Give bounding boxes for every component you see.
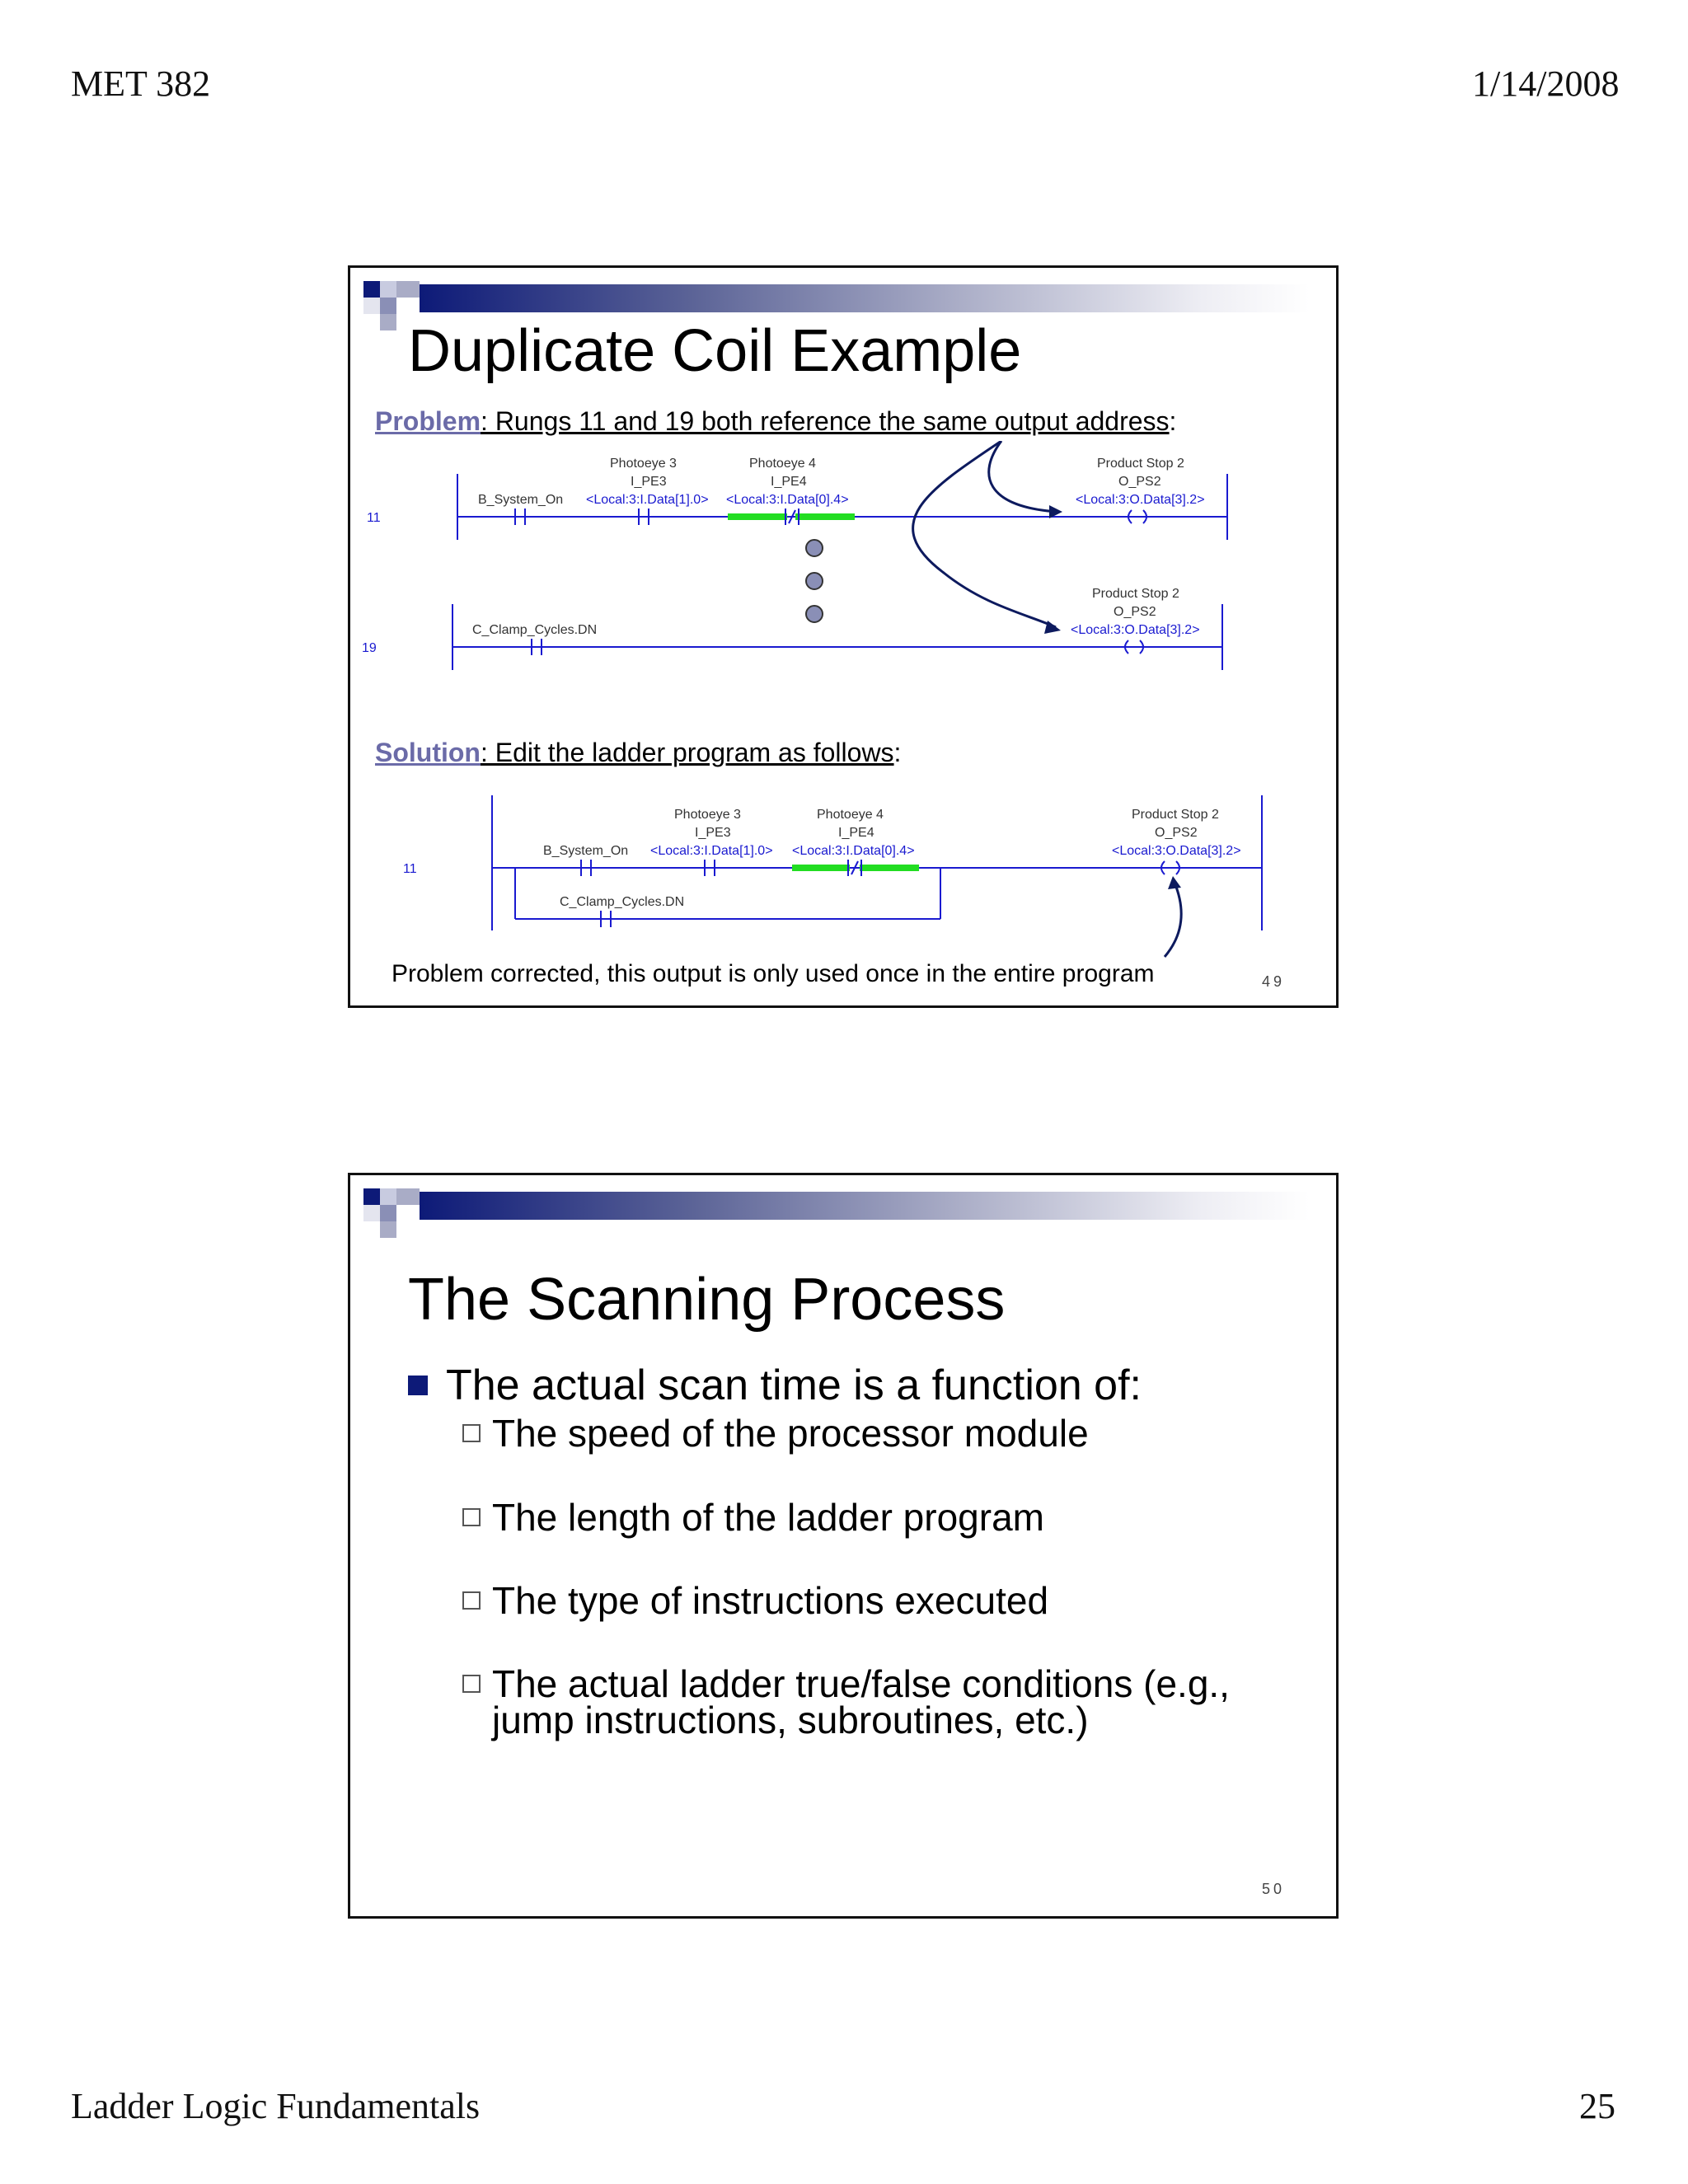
rung-11-number-corrected: 11 bbox=[403, 862, 417, 876]
ellipsis-dot-3 bbox=[806, 606, 823, 622]
square-bullet-icon bbox=[408, 1376, 428, 1395]
rung-11-number: 11 bbox=[367, 511, 381, 525]
slide-caption: Problem corrected, this output is only used once in the entire program bbox=[392, 960, 1155, 987]
course-code: MET 382 bbox=[71, 63, 211, 104]
ps2-name-corrected: Product Stop 2 bbox=[1132, 808, 1219, 822]
energized-highlight-left-corrected bbox=[792, 865, 850, 871]
ps2-address-rung11: <Local:3:O.Data[3].2> bbox=[1076, 493, 1205, 507]
photoeye3-name-corrected: Photoeye 3 bbox=[674, 808, 741, 822]
photoeye3-name: Photoeye 3 bbox=[610, 457, 677, 471]
sub-bullet-text-continued: jump instructions, subroutines, etc.) bbox=[492, 1699, 1089, 1741]
document-title: Ladder Logic Fundamentals bbox=[71, 2086, 481, 2126]
checkbox-bullet-icon bbox=[462, 1508, 481, 1526]
solution-text: : Edit the ladder program as follows bbox=[480, 738, 894, 767]
ps2-tag-rung19: O_PS2 bbox=[1114, 605, 1156, 619]
slide-49 bbox=[348, 265, 1339, 1008]
callout-arrow-corrected bbox=[1165, 883, 1181, 957]
title-gradient-band bbox=[420, 284, 1310, 312]
checkbox-bullet-icon bbox=[462, 1675, 481, 1693]
ps2-address-rung19: <Local:3:O.Data[3].2> bbox=[1071, 623, 1200, 637]
photoeye3-tag-corrected: I_PE3 bbox=[695, 826, 731, 840]
checkbox-bullet-icon bbox=[462, 1591, 481, 1610]
problem-label: Problem bbox=[375, 406, 481, 436]
photoeye4-name: Photoeye 4 bbox=[749, 457, 816, 471]
problem-statement: Problem: Rungs 11 and 19 both reference the same output address: bbox=[375, 406, 1177, 436]
slide-title: Duplicate Coil Example bbox=[408, 318, 1022, 384]
solution-ladder-diagram bbox=[350, 795, 1336, 968]
sub-bullet-text: The speed of the processor module bbox=[492, 1412, 1089, 1455]
ps2-name-rung11: Product Stop 2 bbox=[1097, 457, 1184, 471]
slide-title: The Scanning Process bbox=[408, 1267, 1006, 1333]
ps2-address-corrected: <Local:3:O.Data[3].2> bbox=[1112, 844, 1241, 858]
photoeye3-tag: I_PE3 bbox=[631, 475, 667, 489]
photoeye4-tag-corrected: I_PE4 bbox=[838, 826, 874, 840]
energized-highlight-left bbox=[728, 513, 787, 520]
solution-statement: Solution: Edit the ladder program as follows: bbox=[375, 738, 902, 767]
photoeye4-address-corrected: <Local:3:I.Data[0].4> bbox=[792, 844, 915, 858]
ellipsis-dot-2 bbox=[806, 573, 823, 589]
rung-19 bbox=[452, 604, 1222, 670]
photoeye4-tag: I_PE4 bbox=[771, 475, 807, 489]
slide-number: 49 bbox=[1262, 973, 1286, 990]
ps2-tag-corrected: O_PS2 bbox=[1155, 826, 1198, 840]
callout-arrows bbox=[913, 441, 1057, 627]
header-date: 1/14/2008 bbox=[1472, 63, 1620, 104]
b-system-on-label: B_System_On bbox=[478, 493, 564, 507]
ellipsis-dot-1 bbox=[806, 540, 823, 556]
energized-highlight-right-corrected bbox=[860, 865, 919, 871]
slide-decoration bbox=[350, 1175, 1341, 1241]
ps2-tag-rung11: O_PS2 bbox=[1118, 475, 1161, 489]
page-number: 25 bbox=[1579, 2086, 1615, 2126]
title-gradient-band bbox=[420, 1192, 1310, 1220]
clamp-label-rung19: C_Clamp_Cycles.DN bbox=[472, 623, 598, 637]
slide-number: 50 bbox=[1262, 1881, 1286, 1897]
b-system-on-label-corrected: B_System_On bbox=[543, 844, 629, 858]
photoeye4-name-corrected: Photoeye 4 bbox=[817, 808, 884, 822]
problem-text: : Rungs 11 and 19 both reference the same output address bbox=[481, 406, 1170, 436]
main-bullet-text: The actual scan time is a function of: bbox=[446, 1361, 1142, 1409]
clamp-label-corrected: C_Clamp_Cycles.DN bbox=[560, 895, 685, 909]
slide-50 bbox=[348, 1173, 1339, 1919]
main-bullet bbox=[408, 1361, 1142, 1410]
rung-19-number: 19 bbox=[362, 641, 377, 655]
ps2-name-rung19: Product Stop 2 bbox=[1092, 587, 1179, 601]
rung-11 bbox=[457, 474, 1227, 540]
photoeye3-address: <Local:3:I.Data[1].0> bbox=[586, 493, 709, 507]
photoeye3-address-corrected: <Local:3:I.Data[1].0> bbox=[650, 844, 773, 858]
energized-highlight-right bbox=[795, 513, 855, 520]
solution-label: Solution bbox=[375, 738, 481, 767]
arrow-head-corrected bbox=[1168, 876, 1181, 889]
sub-bullet-text: The type of instructions executed bbox=[492, 1579, 1049, 1622]
checkbox-bullet-icon bbox=[462, 1424, 481, 1442]
sub-bullet-text: The length of the ladder program bbox=[492, 1496, 1044, 1539]
sub-bullet-text: The actual ladder true/false conditions (e.g., bbox=[492, 1662, 1230, 1705]
photoeye4-address: <Local:3:I.Data[0].4> bbox=[726, 493, 849, 507]
